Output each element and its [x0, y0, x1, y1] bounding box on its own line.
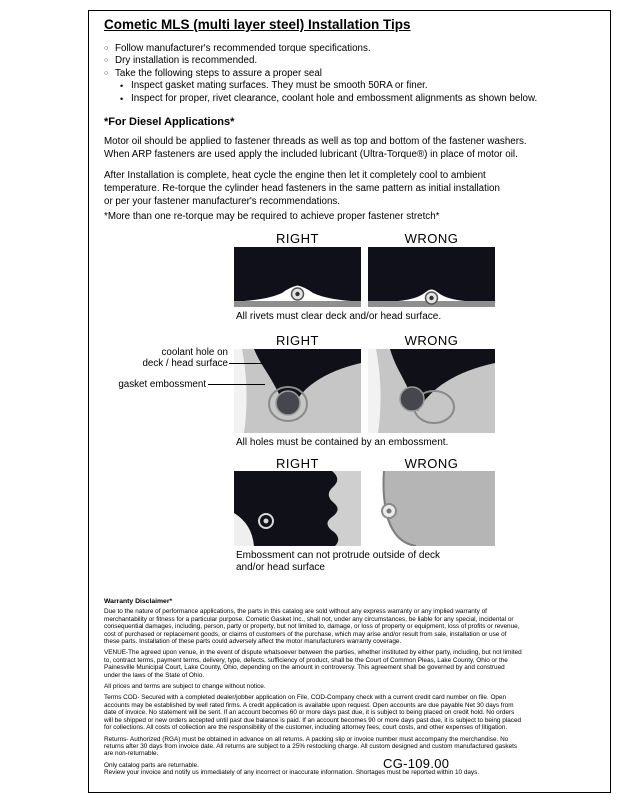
- paragraph-line: Motor oil should be applied to fastener threads as well as top and bottom of the fastener washers.: [104, 136, 527, 147]
- embossment-caption-line1: Embossment can not protrude outside of deck: [236, 550, 441, 561]
- retorque-note: *More than one re-torque may be required to achieve proper fastener stretch*: [104, 211, 440, 222]
- paragraph-line: or per your fastener manufacturer's recommendations.: [104, 196, 341, 207]
- page-title: Cometic MLS (multi layer steel) Installation Tips: [104, 17, 411, 32]
- bullet-text: Inspect gasket mating surfaces. They must be smooth 50RA or finer.: [131, 80, 428, 92]
- coolant-hole-annotation: [128, 347, 228, 369]
- coolant-hole-wrong-diagram: [368, 349, 495, 433]
- list-item: [104, 55, 537, 67]
- wrong-column-label: WRONG: [404, 231, 459, 246]
- warranty-section: [104, 598, 522, 777]
- dot-bullet-icon: •: [120, 81, 124, 92]
- bullet-list: [104, 43, 537, 105]
- paragraph-line: After Installation is complete, heat cycle the engine then let it completely cool to ambient: [104, 170, 486, 181]
- annotation-pointer-line: [229, 363, 263, 364]
- list-item: [104, 43, 537, 55]
- circle-bullet-icon: ○: [104, 69, 109, 77]
- rivet-clearance-wrong-diagram: [368, 247, 495, 307]
- circle-bullet-icon: ○: [104, 45, 109, 52]
- venue-paragraph: VENUE-The agreed upon venue, in the event of dispute whatsoever between the parties, whether instituted by either party, including, but not limited to, contract terms, payment terms, delivery, type, defects, sufficiency of product, shall be the Court of Common Pleas, Lake County, Ohio or the Painesville Municipal Court, Lake County, Ohio, depending on the amount in controversy. This agreement shall be governed by and construed under the laws of the State of Ohio.: [104, 649, 522, 679]
- heat-cycle-paragraph: [104, 169, 500, 208]
- circle-bullet-icon: ○: [104, 57, 109, 65]
- list-item: [104, 80, 537, 92]
- bullet-text: Take the following steps to assure a proper seal: [115, 67, 322, 79]
- coolant-hole-right-diagram: [234, 349, 361, 433]
- page-code: CG-109.00: [383, 756, 450, 771]
- embossment-wrong-diagram: [368, 471, 495, 546]
- terms-paragraph: Terms COD- Secured with a completed dealer/jobber application on File, COD-Company check with a current credit card number on file. Open accounts may be established by well rated firms. A credit application is available upon request. Open accounts are due payable Net 30 days from date of invoice. No statement will be sent. If an account becomes 60 or more days past due, it is subject to being placed on credit hold. No orders will be shipped or new orders accepted until past due balance is paid. If an account becomes 90 or more days past due, it is subject to being placed for collections. All costs of collection are the responsibility of the customer, including attorney fees, court costs, and other expenses of litigation.: [104, 694, 522, 732]
- list-item: [104, 68, 537, 80]
- right-column-label: RIGHT: [276, 456, 319, 471]
- invoice-review-line: Review your invoice and notify us immediately of any incorrect or inaccurate information. Shortages must be reported within 10 days.: [104, 769, 480, 777]
- diesel-applications-heading: *For Diesel Applications*: [104, 116, 235, 128]
- bullet-text: Dry installation is recommended.: [115, 55, 258, 67]
- rivet-clearance-right-diagram: [234, 247, 361, 307]
- warranty-heading: Warranty Disclaimer*: [104, 598, 173, 605]
- paragraph-line: When ARP fasteners are used apply the included lubricant (Ultra-Torque®) in place of motor oil.: [104, 149, 518, 160]
- warranty-paragraph: Due to the nature of performance applications, the parts in this catalog are sold without any express warranty or any implied warranty of merchantability or fitness for a particular purpose. Cometic Gasket Inc., shall not, under any circumstances, be liable for any special, incidental or consequential damages, including, person, party or property, but not limited to, damage, or loss of property or equipment, loss of profits or revenue, cost of purchased or replacement goods, or claims of customers of the purchase, which may arise and/or result from sale, installation or use of these parts. Installation of these parts could adversely affect the motor manufacturers warranty coverage.: [104, 608, 520, 646]
- annotation-line-text: deck / head surface: [142, 358, 228, 369]
- catalog-parts-line: Only catalog parts are returnable.: [104, 761, 199, 769]
- returns-paragraph: Returns- Authorized (RGA) must be obtained in advance on all returns. A packing slip or invoice number must accompany the merchandise. No returns after 30 days from invoice date. All returns are subject to a 25% restocking charge. All custom designed and custom manufactured gaskets are non-returnable.: [104, 735, 518, 758]
- bullet-text: Follow manufacturer's recommended torque specifications.: [115, 43, 371, 54]
- annotation-pointer-line: [208, 384, 265, 385]
- holes-caption: All holes must be contained by an embossment.: [236, 437, 449, 448]
- paragraph-line: temperature. Re-torque the cylinder head fasteners in the same pattern as initial installation: [104, 183, 500, 194]
- embossment-right-diagram: [234, 471, 361, 546]
- right-column-label: RIGHT: [276, 231, 319, 246]
- annotation-line-text: coolant hole on: [161, 347, 228, 358]
- rivet-caption: All rivets must clear deck and/or head surface.: [236, 311, 442, 322]
- right-column-label: RIGHT: [276, 333, 319, 348]
- wrong-column-label: WRONG: [404, 333, 459, 348]
- gasket-embossment-annotation: gasket embossment: [118, 379, 206, 390]
- embossment-caption-line2: and/or head surface: [236, 562, 325, 573]
- prices-paragraph: All prices and terms are subject to change without notice.: [104, 683, 266, 691]
- bullet-text: Inspect for proper, rivet clearance, coolant hole and embossment alignments as shown below.: [131, 92, 538, 104]
- dot-bullet-icon: •: [120, 93, 124, 104]
- wrong-column-label: WRONG: [404, 456, 459, 471]
- motor-oil-paragraph: [104, 135, 527, 161]
- list-item: [104, 93, 537, 105]
